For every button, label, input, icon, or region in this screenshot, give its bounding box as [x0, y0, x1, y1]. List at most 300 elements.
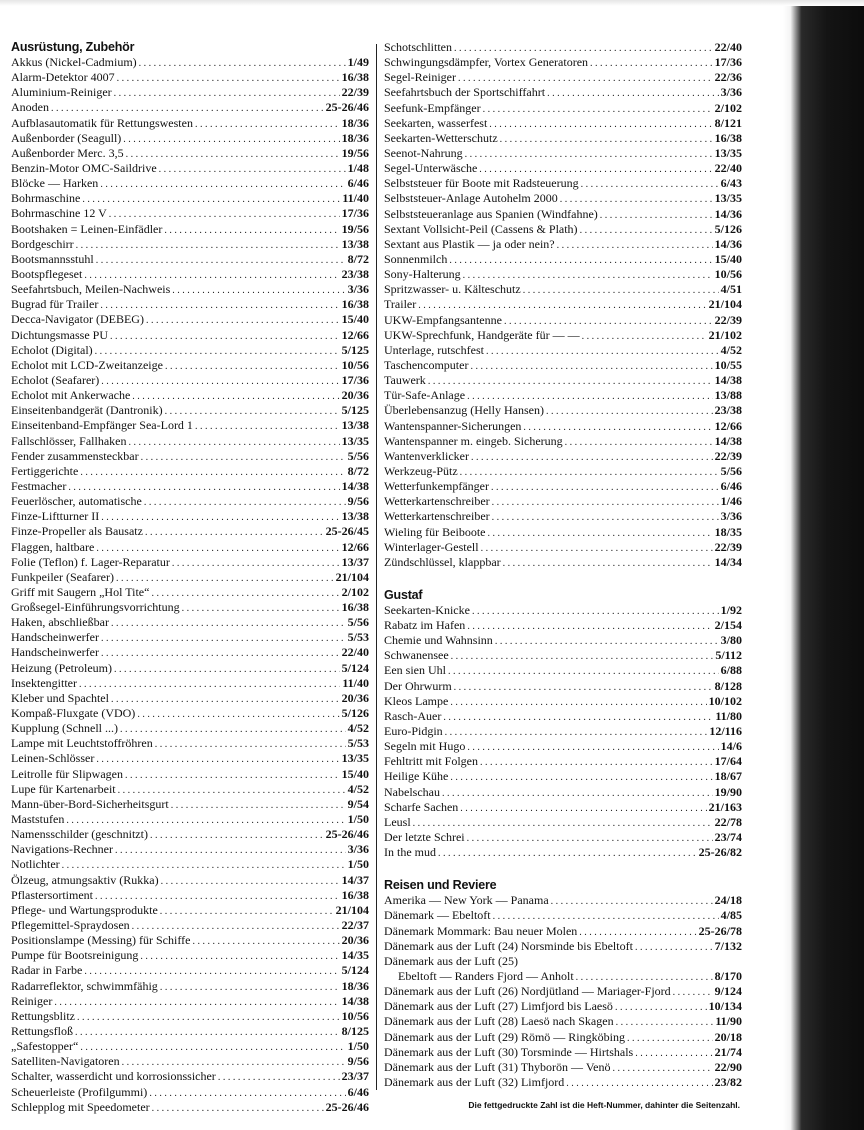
index-entry	[384, 313, 742, 328]
entry-title: Griff mit Saugern „Hol Tite“	[11, 584, 150, 599]
dot-leader	[467, 619, 712, 633]
entry-issue-page: 12/66	[714, 418, 742, 433]
entry-issue-page: 1/50	[347, 812, 369, 827]
dot-leader	[450, 770, 712, 784]
index-entry	[11, 676, 369, 691]
index-entry	[11, 888, 369, 903]
dot-leader	[448, 664, 719, 678]
dot-leader	[470, 359, 712, 373]
entry-issue-page: 8/170	[714, 969, 742, 984]
index-entry	[11, 267, 369, 282]
dot-leader	[114, 86, 340, 100]
index-entry	[384, 679, 742, 694]
dot-leader	[146, 313, 340, 327]
section-reisen	[384, 878, 742, 1090]
entry-issue-page: 23/38	[714, 403, 742, 418]
entry-title: Bootshaken = Leinen-Einfädler	[11, 221, 163, 236]
entry-title: Folie (Teflon) f. Lager-Reparatur	[11, 554, 170, 569]
dot-leader	[100, 177, 345, 191]
entry-title: UKW-Sprechfunk, Handgeräte für — —	[384, 327, 580, 342]
entry-title: Wantenspanner-Sicherungen	[384, 418, 522, 433]
entry-issue-page: 2/154	[714, 618, 742, 633]
index-entry	[11, 963, 369, 978]
entry-issue-page: 21/104	[335, 569, 369, 584]
dot-leader	[465, 147, 713, 161]
entry-issue-page: 14/34	[714, 554, 742, 569]
dot-leader	[195, 419, 340, 433]
entry-issue-page: 20/36	[341, 388, 369, 403]
entry-title: Akkus (Nickel-Cadmium)	[11, 55, 137, 69]
index-entry	[384, 101, 742, 116]
dot-leader	[481, 541, 713, 555]
index-entry	[11, 55, 369, 70]
entry-issue-page: 25-26/45	[325, 524, 369, 539]
index-entry	[11, 706, 369, 721]
index-entry	[11, 645, 369, 660]
entry-issue-page: 13/35	[341, 751, 369, 766]
entry-title: Wantenspanner m. eingeb. Sicherung	[384, 433, 563, 448]
entry-issue-page: 25-26/46	[325, 100, 369, 115]
dot-leader	[615, 1000, 707, 1014]
entry-issue-page: 5/56	[347, 615, 369, 630]
index-entry	[11, 585, 369, 600]
entry-title: Schwanensee	[384, 648, 449, 663]
entry-title: Dänemark aus der Luft (24) Norsminde bis Ebeltoft	[384, 938, 633, 953]
entry-title: Dänemark aus der Luft (29) Römö — Ringköbing	[384, 1029, 625, 1044]
index-entry	[384, 984, 742, 999]
entry-title: Rabatz im Hafen	[384, 618, 466, 633]
index-entry	[11, 721, 369, 736]
entry-title: Kupplung (Schnell ...)	[11, 721, 118, 736]
index-entry	[11, 918, 369, 933]
dot-leader	[590, 56, 713, 70]
entry-issue-page: 3/36	[347, 282, 369, 297]
entry-title: Dichtungsmasse PU	[11, 327, 108, 342]
index-entry	[384, 207, 742, 222]
index-entry	[11, 736, 369, 751]
dot-leader	[109, 207, 340, 221]
index-entry	[384, 388, 742, 403]
dot-leader	[581, 177, 719, 191]
dot-leader	[480, 755, 713, 769]
entry-issue-page: 25-26/46	[325, 1099, 369, 1114]
dot-leader	[413, 816, 713, 830]
entry-title: Namensschilder (geschnitzt)	[11, 827, 148, 842]
entry-title: Kleber und Spachtel	[11, 690, 109, 705]
dot-leader	[463, 268, 713, 282]
index-entry	[11, 600, 369, 615]
index-entry	[384, 709, 742, 724]
entry-issue-page: 6/88	[720, 663, 742, 678]
entry-title: Dänemark aus der Luft (30) Torsminde — Hirtshals	[384, 1044, 634, 1059]
dot-leader	[139, 56, 346, 70]
dot-leader	[129, 435, 340, 449]
index-entry	[11, 237, 369, 252]
dot-leader	[111, 616, 346, 630]
entry-title: Segel-Reiniger	[384, 70, 456, 85]
index-entry	[384, 403, 742, 418]
entry-title: Lampe mit Leuchtstoffröhren	[11, 736, 153, 751]
dot-leader	[454, 680, 713, 694]
entry-issue-page: 16/38	[714, 130, 742, 145]
index-entry	[11, 691, 369, 706]
entry-issue-page: 25-26/82	[698, 845, 742, 860]
entry-title: Ebeltoft — Randers Fjord — Anholt	[398, 969, 574, 984]
scan-dark-edge	[772, 0, 864, 1130]
entry-title: Segeln mit Hugo	[384, 739, 466, 754]
index-entry	[384, 494, 742, 509]
entry-issue-page: 5/53	[347, 736, 369, 751]
dot-leader	[96, 541, 339, 555]
entry-title: Sony-Halterung	[384, 267, 461, 282]
entry-title: Seenot-Nahrung	[384, 145, 463, 160]
entry-issue-page: 21/74	[714, 1044, 742, 1059]
index-entry	[11, 282, 369, 297]
index-entry	[11, 252, 369, 267]
entry-title: Selbststeuer für Boote mit Radsteuerung	[384, 176, 579, 191]
index-entry	[11, 857, 369, 872]
index-entry	[11, 903, 369, 918]
entry-issue-page: 7/132	[714, 938, 742, 953]
index-entry	[384, 1075, 742, 1090]
index-entry	[384, 85, 742, 100]
entry-issue-page: 17/64	[714, 754, 742, 769]
entry-issue-page: 4/85	[720, 908, 742, 923]
dot-leader	[492, 510, 719, 524]
index-entry	[384, 222, 742, 237]
entry-title: Aluminium-Reiniger	[11, 85, 112, 100]
entry-issue-page: 20/18	[714, 1029, 742, 1044]
dot-leader	[82, 192, 340, 206]
entry-issue-page: 1/46	[720, 494, 742, 509]
entry-issue-page: 1/92	[720, 602, 742, 617]
entry-title: Echolot mit LCD-Zweitanzeige	[11, 357, 163, 372]
left-column	[11, 40, 369, 1115]
index-entry	[11, 116, 369, 131]
footnote: Die fettgedruckte Zahl ist die Heft-Nummer, dahinter die Seitenzahl.	[468, 1100, 740, 1110]
index-entry	[384, 845, 742, 860]
section-title-ausruestung: Ausrüstung, Zubehör	[11, 40, 135, 54]
entry-issue-page: 20/36	[341, 933, 369, 948]
entry-issue-page: 22/39	[714, 539, 742, 554]
entry-issue-page: 5/112	[715, 648, 742, 663]
entry-title: Seefahrtsbuch, Meilen-Nachweis	[11, 282, 171, 297]
index-entry	[11, 782, 369, 797]
entry-title: Pflegemittel-Spraydosen	[11, 918, 130, 933]
dot-leader	[451, 649, 714, 663]
dot-leader	[442, 786, 713, 800]
dot-leader	[122, 1055, 346, 1069]
entry-title: Lupe für Kartenarbeit	[11, 781, 116, 796]
entry-title: Der letzte Schrei	[384, 830, 465, 845]
entry-issue-page: 23/38	[341, 266, 369, 281]
entry-issue-page: 13/35	[714, 191, 742, 206]
entry-issue-page: 4/52	[347, 781, 369, 796]
entry-issue-page: 18/36	[341, 115, 369, 130]
dot-leader	[450, 695, 706, 709]
entry-title: „Safestopper“	[11, 1039, 79, 1054]
dot-leader	[62, 858, 346, 872]
entry-issue-page: 9/54	[347, 796, 369, 811]
entry-issue-page: 13/88	[714, 388, 742, 403]
entry-issue-page: 25-26/78	[698, 923, 742, 938]
entry-title: Fender zusammensteckbar	[11, 448, 139, 463]
index-entry	[384, 1014, 742, 1029]
dot-leader	[149, 1086, 345, 1100]
index-entry	[384, 1030, 742, 1045]
entry-title: Werkzeug-Pütz	[384, 463, 458, 478]
index-list-gustaf	[384, 603, 742, 860]
entry-issue-page: 1/48	[347, 160, 369, 175]
index-entry	[384, 739, 742, 754]
index-entry	[11, 373, 369, 388]
entry-title: Schalter, wasserdicht und korrosionssicher	[11, 1069, 216, 1084]
index-entry	[384, 70, 742, 85]
entry-title: Leusl	[384, 814, 411, 829]
entry-title: In the mud	[384, 845, 436, 860]
index-entry	[384, 191, 742, 206]
index-entry	[384, 618, 742, 633]
index-entry	[11, 464, 369, 479]
entry-title: Dänemark aus der Luft (31) Thyborön — Venö	[384, 1059, 611, 1074]
index-list-reisen	[384, 893, 742, 1090]
entry-issue-page: 16/38	[341, 887, 369, 902]
entry-title: Schotschlitten	[384, 40, 452, 54]
dot-leader	[418, 298, 706, 312]
entry-issue-page: 10/134	[708, 999, 742, 1014]
entry-issue-page: 5/56	[720, 463, 742, 478]
index-entry	[11, 827, 369, 842]
entry-issue-page: 15/40	[341, 766, 369, 781]
entry-issue-page: 5/126	[341, 706, 369, 721]
entry-issue-page: 22/78	[714, 814, 742, 829]
dot-leader	[132, 919, 340, 933]
entry-title: Leitrolle für Slipwagen	[11, 766, 123, 781]
entry-issue-page: 1/50	[347, 857, 369, 872]
index-entry	[11, 994, 369, 1009]
entry-issue-page: 16/38	[341, 297, 369, 312]
index-entry	[384, 525, 742, 540]
entry-issue-page: 13/37	[341, 554, 369, 569]
entry-issue-page: 22/40	[714, 161, 742, 176]
entry-issue-page: 21/104	[708, 297, 742, 312]
index-entry	[384, 893, 742, 908]
entry-title: Pflastersortiment	[11, 887, 93, 902]
entry-issue-page: 8/121	[714, 115, 742, 130]
dot-leader	[117, 71, 340, 85]
dot-leader	[95, 889, 340, 903]
index-entry	[384, 999, 742, 1014]
entry-title: Radarreflektor, schwimmfähig	[11, 978, 158, 993]
entry-issue-page: 13/35	[341, 433, 369, 448]
entry-title: Insektengitter	[11, 675, 77, 690]
entry-issue-page: 1/50	[347, 1039, 369, 1054]
index-entry	[384, 815, 742, 830]
entry-title: Bugrad für Trailer	[11, 297, 99, 312]
entry-issue-page: 10/102	[708, 693, 742, 708]
entry-issue-page: 5/56	[347, 448, 369, 463]
entry-title: Flaggen, haltbare	[11, 539, 95, 554]
index-entry	[384, 116, 742, 131]
entry-issue-page: 22/40	[714, 40, 742, 54]
dot-leader	[144, 495, 346, 509]
entry-title: Taschencomputer	[384, 357, 469, 372]
dot-leader	[445, 725, 708, 739]
dot-leader	[471, 450, 713, 464]
index-entry	[11, 661, 369, 676]
index-entry	[384, 694, 742, 709]
entry-issue-page: 10/56	[714, 267, 742, 282]
dot-leader	[68, 480, 339, 494]
entry-title: Außenborder Merc. 3,5	[11, 145, 124, 160]
dot-leader	[467, 389, 713, 403]
entry-issue-page: 21/163	[708, 799, 742, 814]
entry-title: Alarm-Detektor 4007	[11, 70, 115, 85]
entry-title: Seefunk-Empfänger	[384, 100, 481, 115]
dot-leader	[116, 571, 334, 585]
index-entry	[11, 297, 369, 312]
entry-title: Einseitenband-Empfänger Sea-Lord 1	[11, 418, 193, 433]
index-entry	[11, 524, 369, 539]
entry-issue-page: 14/38	[714, 373, 742, 388]
entry-issue-page: 5/124	[341, 660, 369, 675]
entry-title: Feuerlöscher, automatische	[11, 494, 142, 509]
entry-title: Scheuerleiste (Profilgummi)	[11, 1084, 148, 1099]
entry-issue-page: 1/49	[347, 55, 369, 69]
dot-leader	[115, 843, 346, 857]
entry-title: Außenborder (Seagull)	[11, 130, 122, 145]
index-entry	[11, 494, 369, 509]
dot-leader	[123, 132, 339, 146]
entry-issue-page: 15/40	[714, 251, 742, 266]
dot-leader	[195, 117, 340, 131]
entry-issue-page: 13/35	[714, 145, 742, 160]
entry-title: Satelliten-Navigatoren	[11, 1054, 120, 1069]
entry-title: Dänemark — Ebeltoft	[384, 908, 491, 923]
index-entry	[384, 176, 742, 191]
entry-title: Anoden	[11, 100, 49, 115]
entry-issue-page: 4/52	[347, 721, 369, 736]
dot-leader	[557, 238, 713, 252]
entry-title: Funkpeiler (Seafarer)	[11, 569, 114, 584]
index-entry	[384, 464, 742, 479]
dot-leader	[579, 925, 696, 939]
index-entry	[11, 933, 369, 948]
entry-issue-page: 23/74	[714, 830, 742, 845]
index-entry	[11, 570, 369, 585]
index-entry	[384, 373, 742, 388]
index-entry	[11, 176, 369, 191]
dot-leader	[454, 41, 713, 55]
dot-leader	[171, 798, 346, 812]
index-entry	[384, 800, 742, 815]
entry-title: Wetterkartenschreiber	[384, 509, 490, 524]
dot-leader	[114, 662, 340, 676]
entry-title: Fallschlösser, Fallhaken	[11, 433, 127, 448]
dot-leader	[428, 374, 713, 388]
entry-issue-page: 16/38	[341, 70, 369, 85]
entry-issue-page: 11/40	[342, 191, 369, 206]
dot-leader	[101, 631, 346, 645]
entry-title: Dänemark aus der Luft (27) Limfjord bis Laesö	[384, 999, 613, 1014]
entry-title: Chemie und Wahnsinn	[384, 633, 493, 648]
index-entry	[11, 479, 369, 494]
entry-issue-page: 8/128	[714, 678, 742, 693]
dot-leader	[159, 162, 346, 176]
index-entry	[11, 1024, 369, 1039]
dot-leader	[172, 283, 345, 297]
entry-title: Tür-Safe-Anlage	[384, 388, 466, 403]
entry-title: Trailer	[384, 297, 417, 312]
entry-issue-page: 14/36	[714, 206, 742, 221]
right-column	[384, 40, 742, 1108]
dot-leader	[150, 828, 324, 842]
entry-title: Der Ohrwurm	[384, 678, 452, 693]
dot-leader	[192, 934, 339, 948]
index-list-ausruestung-continued	[384, 40, 742, 570]
dot-leader	[458, 71, 713, 85]
entry-issue-page: 13/38	[341, 418, 369, 433]
dot-leader	[160, 904, 334, 918]
entry-title: Segel-Unterwäsche	[384, 161, 478, 176]
entry-title: Echolot (Seafarer)	[11, 372, 100, 387]
index-entry	[11, 418, 369, 433]
index-list-ausruestung	[11, 55, 369, 1115]
index-entry	[11, 343, 369, 358]
index-entry	[11, 358, 369, 373]
dot-leader	[443, 710, 713, 724]
index-entry	[384, 358, 742, 373]
entry-issue-page: 6/43	[720, 176, 742, 191]
dot-leader	[165, 359, 340, 373]
dot-leader	[551, 894, 713, 908]
entry-title: Mann-über-Bord-Sicherheitsgurt	[11, 796, 169, 811]
entry-issue-page: 18/36	[341, 978, 369, 993]
entry-title: Bordgeschirr	[11, 236, 74, 251]
dot-leader	[495, 634, 719, 648]
entry-title: Seefahrtsbuch der Sportschiffahrt	[384, 85, 546, 100]
index-entry	[11, 146, 369, 161]
entry-issue-page: 2/102	[341, 584, 369, 599]
entry-issue-page: 24/18	[714, 893, 742, 908]
dot-leader	[101, 646, 340, 660]
entry-title: Tauwerk	[384, 373, 426, 388]
index-entry	[384, 1045, 742, 1060]
dot-leader	[546, 404, 713, 418]
entry-issue-page: 5/53	[347, 630, 369, 645]
dot-leader	[565, 435, 713, 449]
entry-title: Bohrmaschine	[11, 191, 81, 206]
entry-title: Schlepplog mit Speedometer	[11, 1099, 150, 1114]
dot-leader	[492, 495, 719, 509]
dot-leader	[145, 525, 324, 539]
entry-issue-page: 19/90	[714, 784, 742, 799]
dot-leader	[560, 192, 713, 206]
scan-top-edge	[0, 0, 864, 6]
dot-leader	[449, 253, 712, 267]
dot-leader	[101, 510, 339, 524]
entry-title: Unterlage, rutschfest	[384, 342, 484, 357]
dot-leader	[51, 101, 324, 115]
dot-leader	[488, 526, 713, 540]
entry-issue-page: 22/39	[341, 85, 369, 100]
dot-leader	[126, 147, 340, 161]
section-title-reisen: Reisen und Reviere	[384, 878, 497, 893]
entry-title: Aufblasautomatik für Rettungswesten	[11, 115, 193, 130]
entry-issue-page: 5/125	[341, 403, 369, 418]
entry-title: Festmacher	[11, 478, 67, 493]
dot-leader	[500, 132, 713, 146]
